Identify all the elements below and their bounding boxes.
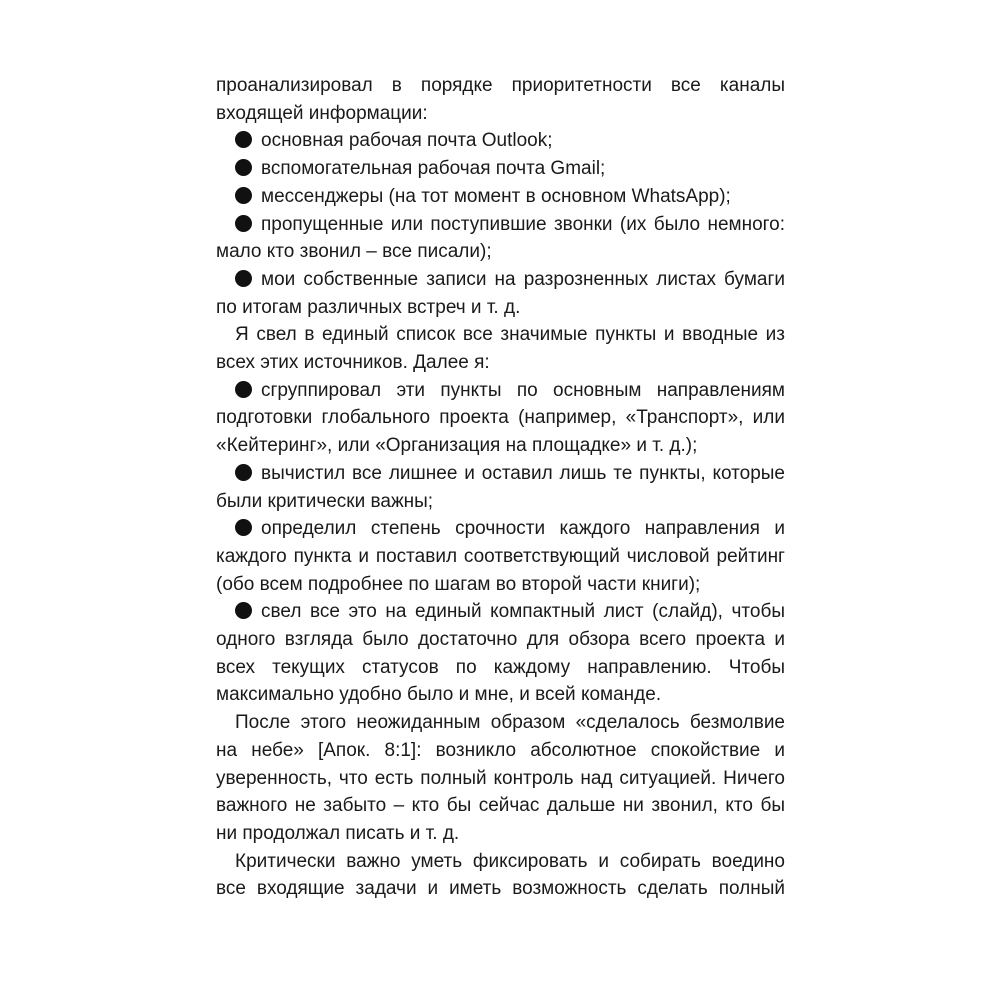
bullet-icon: [235, 159, 252, 176]
list-item-text: сгруппировал эти пункты по основным направлениям подготовки глобального проекта (например, «Транспорт», или «Кейтеринг», или «Организация на площадке» и т. д.);: [216, 379, 785, 457]
list-item-text: определил степень срочности каждого направления и каждого пункта и поставил соответствующий числовой рейтинг (обо всем подробнее по шагам во второй части книги);: [216, 518, 785, 595]
list-item-text: мессенджеры (на тот момент в основном WhatsApp);: [261, 185, 731, 207]
list-item-text: вспомогательная рабочая почта Gmail;: [261, 158, 606, 180]
paragraph: После этого неожиданным образом «сделалось безмолвие на небе» [Апок. 8:1]: возникло абсолютное спокойствие и уверенность, что есть полный контроль над ситуацией. Ничего важного не забыто – кто бы сейчас дальше ни звонил, кто бы ни продолжал писать и т. д.: [216, 712, 785, 844]
bullet-icon: [235, 215, 252, 232]
bullet-icon: [235, 602, 252, 619]
bullet-icon: [235, 270, 252, 287]
paragraph: Я свел в единый список все значимые пункты и вводные из всех этих источников. Далее я:: [216, 324, 785, 374]
list-item: [216, 515, 785, 598]
list-item: [216, 377, 785, 460]
list-item-text: вычистил все лишнее и оставил лишь те пункты, которые были критически важны;: [216, 462, 785, 512]
list-item-text: пропущенные или поступившие звонки (их было немного: мало кто звонил – все писали);: [216, 213, 785, 263]
list-item: [216, 598, 785, 709]
list-item: [216, 460, 785, 515]
bullet-icon: [235, 519, 252, 536]
bullet-icon: [235, 464, 252, 481]
page-text: [216, 72, 785, 903]
list-item: [216, 266, 785, 321]
list-item: [216, 211, 785, 266]
bullet-icon: [235, 187, 252, 204]
bullet-icon: [235, 131, 252, 148]
paragraph: проанализировал в порядке приоритетности все каналы входящей информации:: [216, 75, 785, 124]
bullet-icon: [235, 381, 252, 398]
paragraph: Критически важно уметь фиксировать и собирать воедино все входящие задачи и иметь возможность сделать полный: [216, 850, 785, 900]
list-item: [216, 127, 785, 155]
list-item: [216, 155, 785, 183]
list-item-text: основная рабочая почта Outlook;: [261, 130, 553, 152]
list-item: [216, 183, 785, 211]
list-item-text: мои собственные записи на разрозненных листах бумаги по итогам различных встреч и т. д.: [216, 268, 785, 318]
list-item-text: свел все это на единый компактный лист (слайд), чтобы одного взгляда было достаточно для обзора всего проекта и всех текущих статусов по каждому направлению. Чтобы максимально удобно было и мне, и всей команде.: [216, 601, 785, 706]
